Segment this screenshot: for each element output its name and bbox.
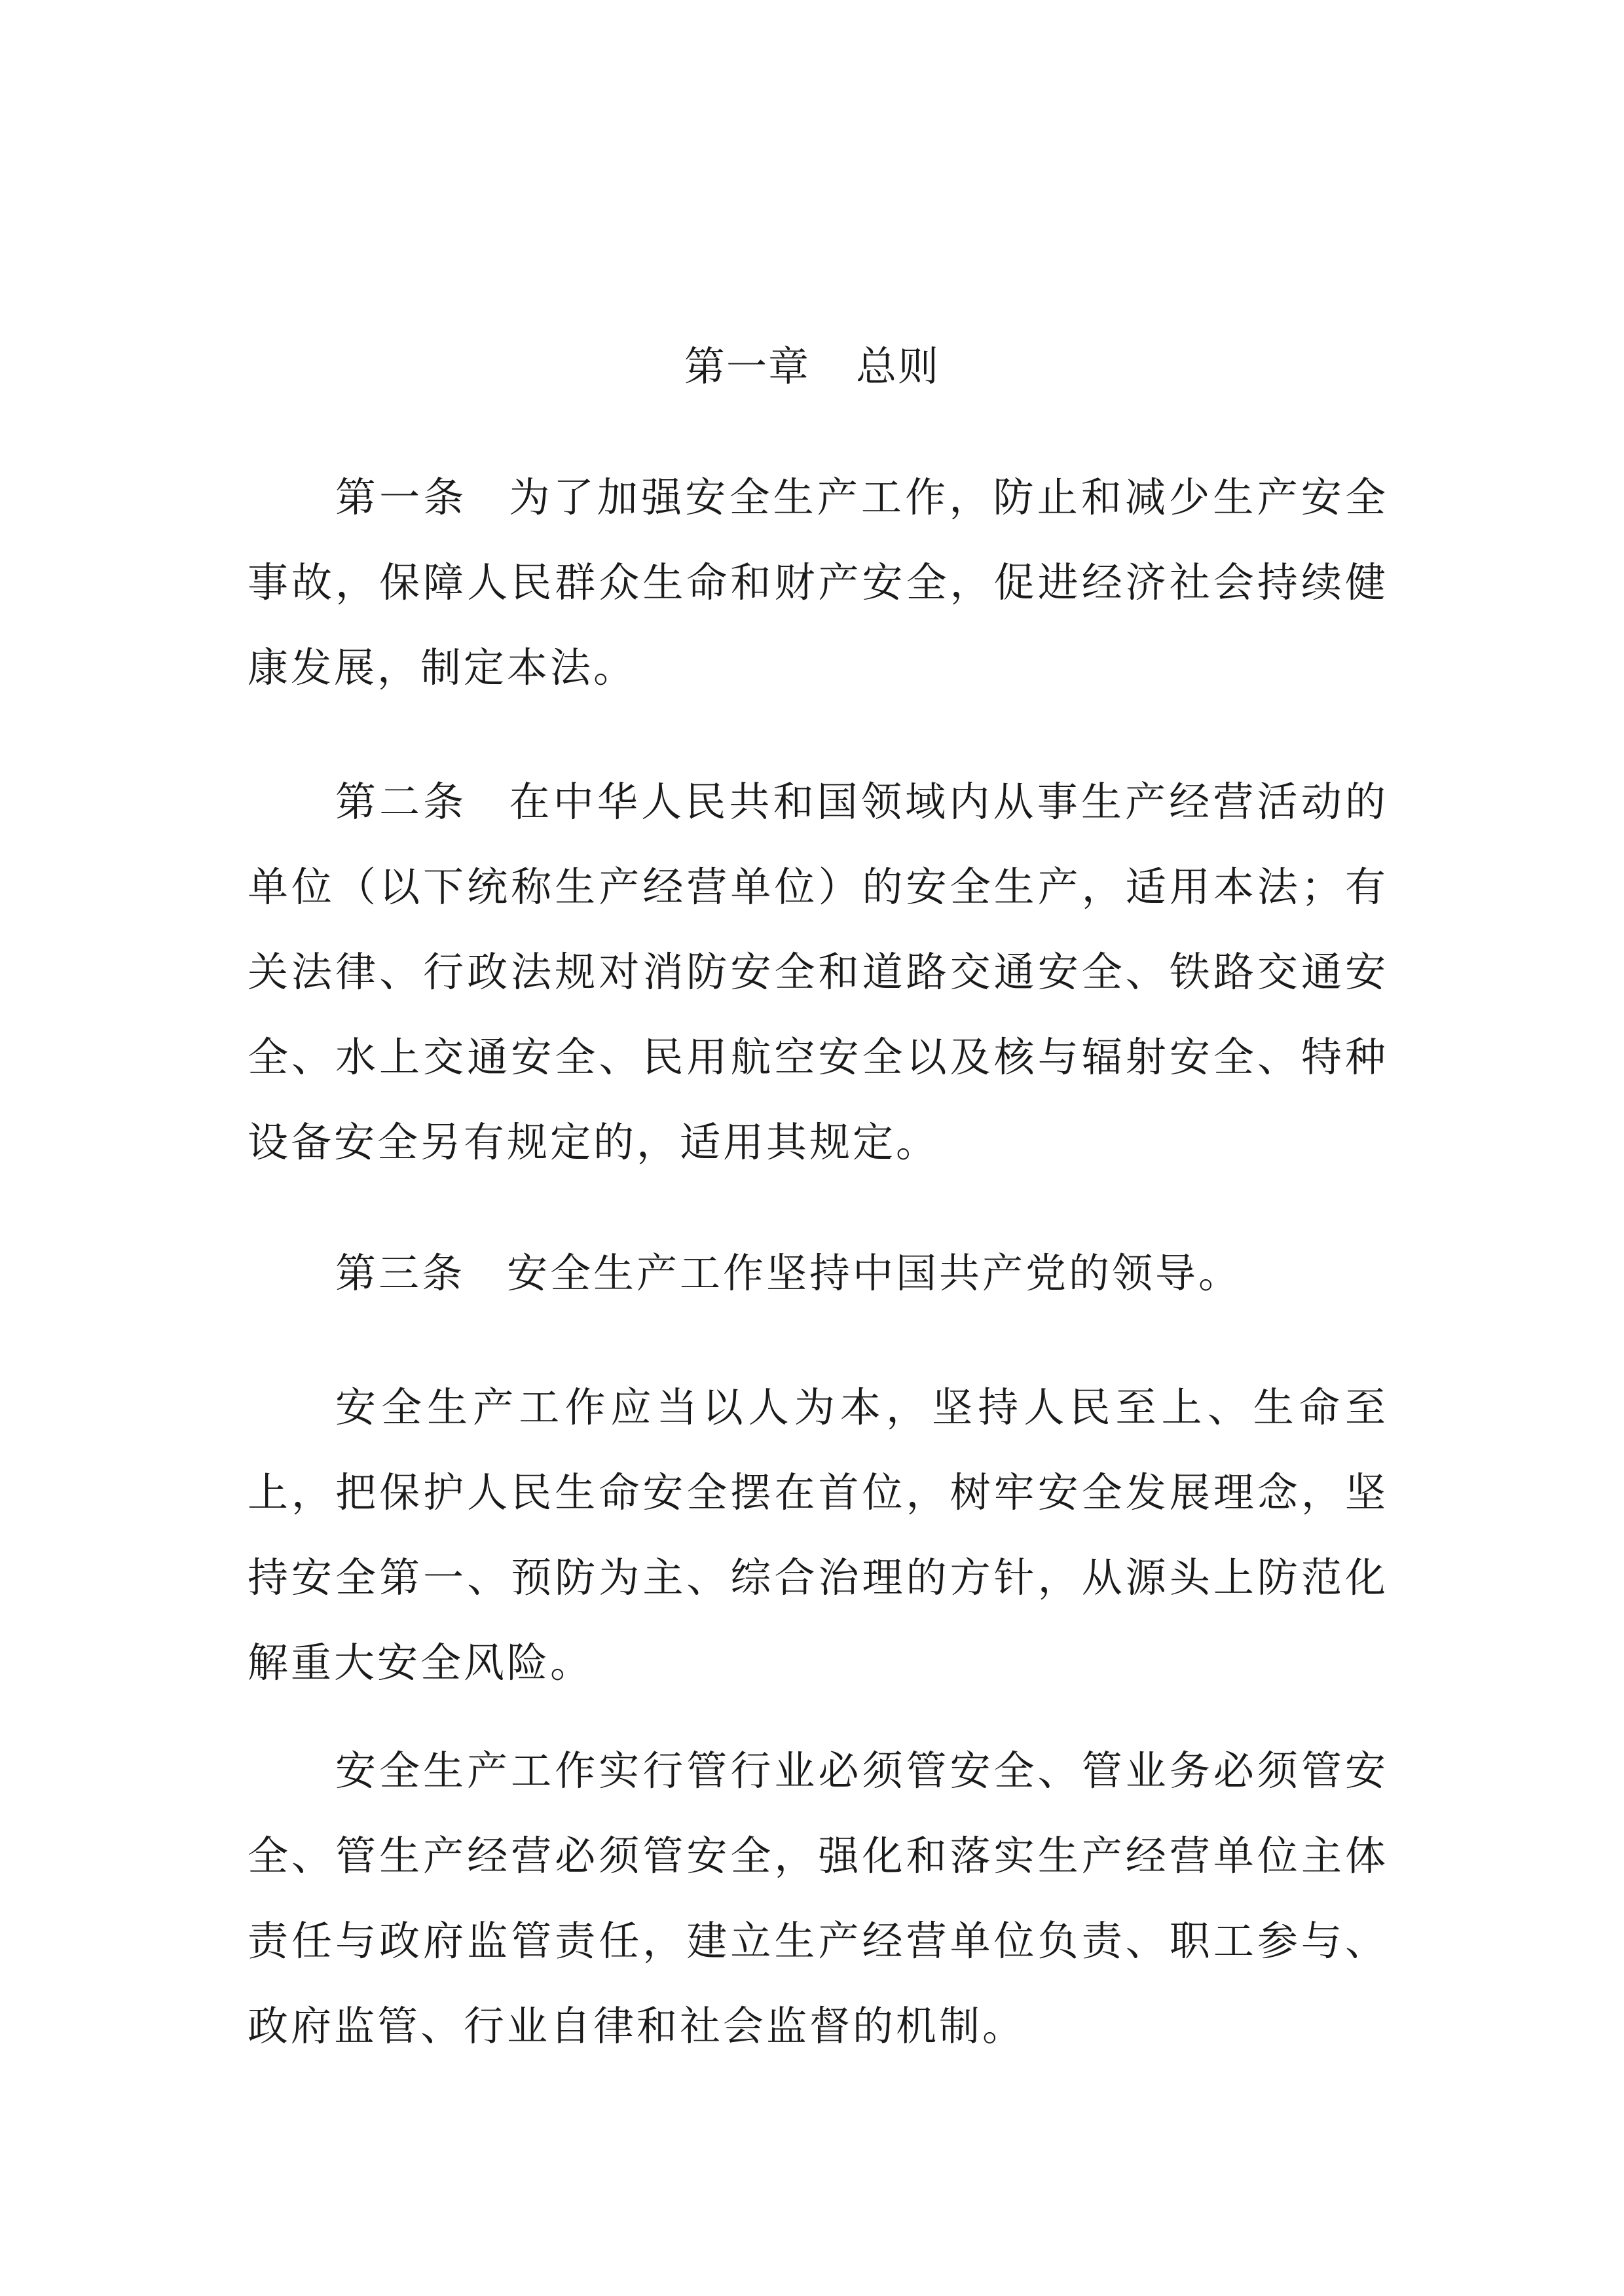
clause-text: 安全生产工作实行管行业必须管安全、管业务必须管安全、管生产经营必须管安全，强化和落实生产经营单位主体责任与政府监管责任，建立生产经营单位负责、职工参与、政府监管、行业自律和社会监督的机制。 bbox=[248, 1747, 1388, 2050]
chapter-heading bbox=[0, 334, 1624, 399]
article-1-paragraph bbox=[248, 455, 1388, 710]
article-number: 第一条 bbox=[335, 473, 468, 521]
article-number: 第二条 bbox=[335, 778, 468, 826]
article-text: 为了加强安全生产工作，防止和减少生产安全事故，保障人民群众生命和财产安全，促进经济社会持续健康发展，制定本法。 bbox=[248, 473, 1388, 691]
article-number: 第三条 bbox=[335, 1249, 466, 1297]
article-2-paragraph bbox=[248, 759, 1388, 1185]
article-text: 在中华人民共和国领域内从事生产经营活动的单位（以下统称生产经营单位）的安全生产，适用本法；有关法律、行政法规对消防安全和道路交通安全、铁路交通安全、水上交通安全、民用航空安全以及核与辐射安全、特种设备安全另有规定的，适用其规定。 bbox=[248, 778, 1388, 1166]
article-3-clause-3 bbox=[248, 1728, 1388, 2069]
article-3-paragraph bbox=[248, 1231, 1388, 1316]
article-text: 安全生产工作坚持中国共产党的领导。 bbox=[507, 1249, 1242, 1297]
clause-text: 安全生产工作应当以人为本，坚持人民至上、生命至上，把保护人民生命安全摆在首位，树牢安全发展理念，坚持安全第一、预防为主、综合治理的方针，从源头上防范化解重大安全风险。 bbox=[248, 1383, 1388, 1686]
chapter-title: 总则 bbox=[856, 342, 940, 390]
chapter-number: 第一章 bbox=[684, 342, 810, 390]
article-3-clause-2 bbox=[248, 1365, 1388, 1705]
